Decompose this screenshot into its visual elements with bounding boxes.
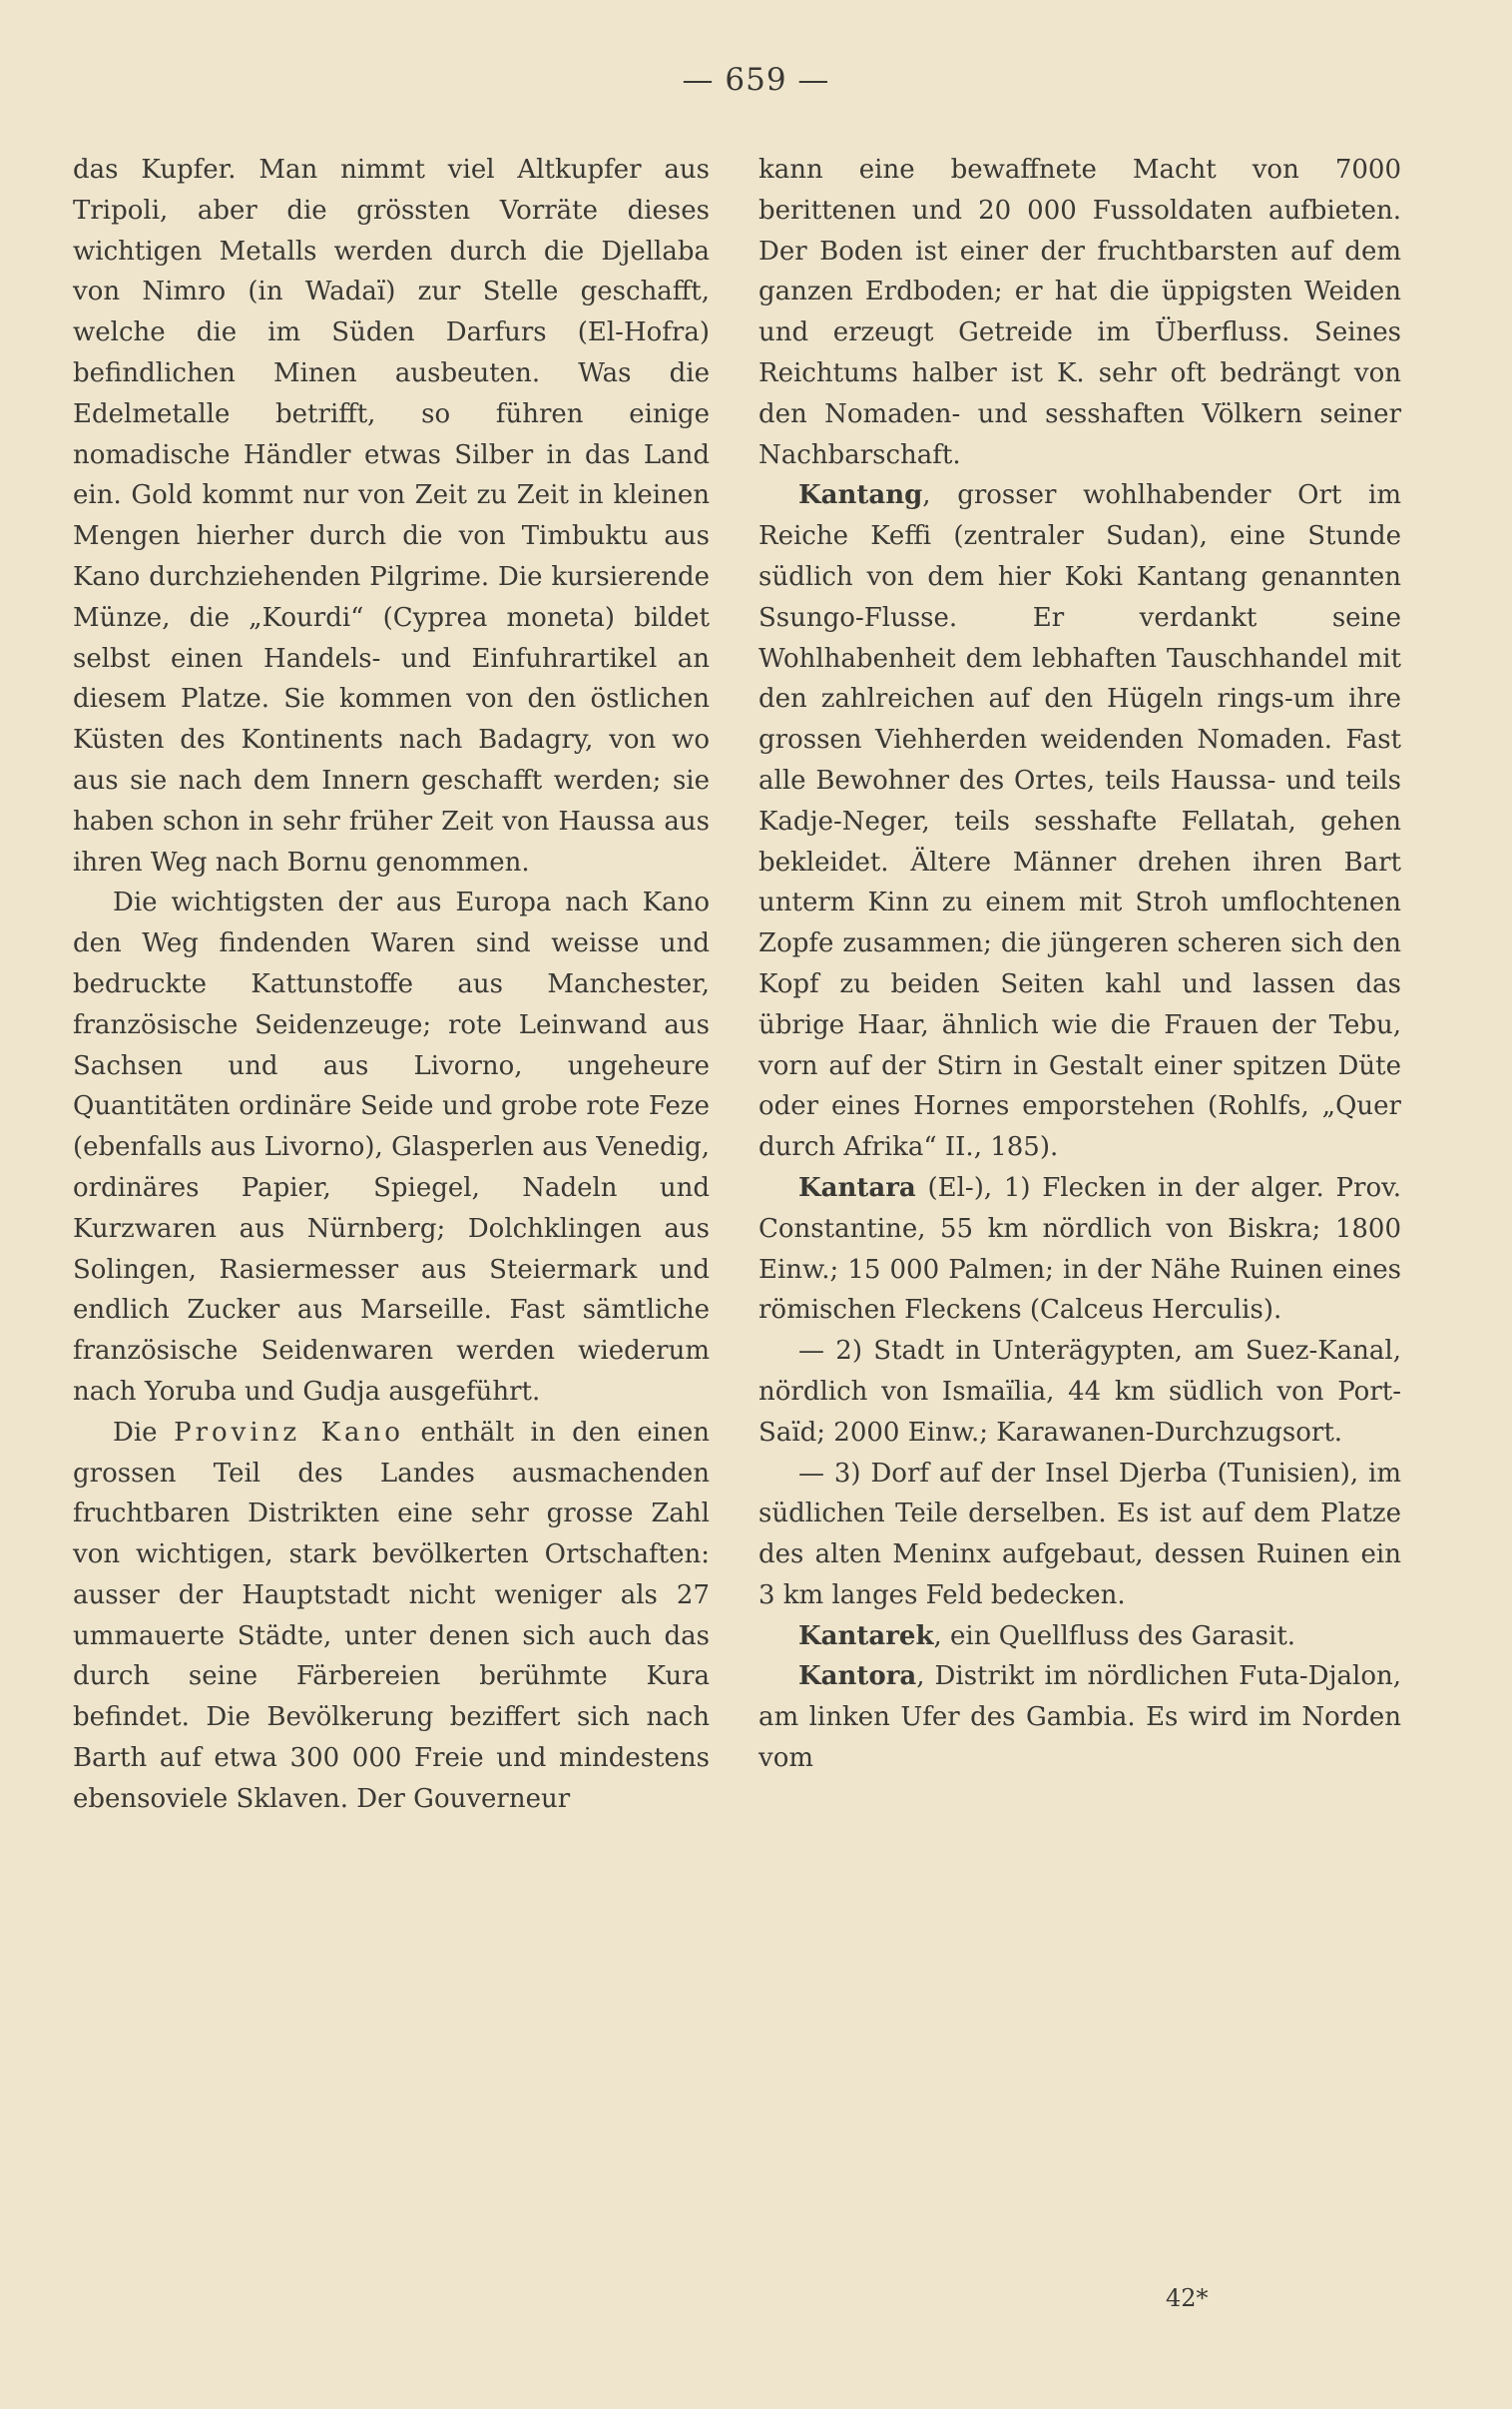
right-column	[758, 150, 1401, 1779]
right-paragraph-1: kann eine bewaffnete Macht von 7000 berittenen und 20 000 Fussoldaten aufbieten. Der Boden ist einer der fruchtbarsten auf dem ganzen Erdboden; er hat die üppigsten Weiden und erzeugt Getreide im Überfluss. Seines Reichtums halber ist K. sehr oft bedrängt von den Nomaden- und sesshaften Völkern seiner Nachbarschaft.	[758, 155, 1401, 470]
entry-kantarek	[758, 1616, 1401, 1657]
province-kano: Provinz Kano	[174, 1417, 404, 1448]
signature-mark: 42*	[1166, 2284, 1209, 2312]
left-paragraph-3	[73, 1413, 710, 1820]
page-number: — 659 —	[682, 62, 830, 98]
entry-kantara-2: — 2) Stadt in Unterägypten, am Suez-Kanal, nördlich von Ismaïlia, 44 km südlich von Port-Saïd; 2000 Einw.; Karawanen-Durchzugsort.	[758, 1336, 1401, 1448]
headword-kantarek: Kantarek	[798, 1620, 934, 1651]
p3-rest: enthält in den einen grossen Teil des Landes ausmachenden fruchtbaren Distrikten eine sehr grosse Zahl von wichtigen, stark bevölkerten Ortschaften: ausser der Hauptstadt nicht weniger als 27 ummauerte Städte, unter denen sich auch das durch seine Färbereien berühmte Kura befindet. Die Bevölkerung beziffert sich nach Barth auf etwa 300 000 Freie und mindestens ebensoviele Sklaven. Der Gouverneur	[73, 1417, 710, 1814]
headword-kantang: Kantang	[798, 480, 923, 511]
kantarek-text: , ein Quellfluss des Garasit.	[933, 1620, 1296, 1651]
kantang-text: , grosser wohlhabender Ort im Reiche Keffi (zentraler Sudan), eine Stunde südlich von dem hier Koki Kantang genannten Ssungo-Flusse. Er verdankt seine Wohlhabenheit dem lebhaften Tauschhandel mit den zahlreichen auf den Hügeln rings-um ihre grossen Viehherden weidenden Nomaden. Fast alle Bewohner des Ortes, teils Haussa- und teils Kadje-Neger, teils sesshafte Fellatah, gehen bekleidet. Ältere Männer drehen ihren Bart unterm Kinn zu einem mit Stroh umflochtenen Zopfe zusammen; die jüngeren scheren sich den Kopf zu beiden Seiten kahl und lassen das übrige Haar, ähnlich wie die Frauen der Tebu, vorn auf der Stirn in Gestalt einer spitzen Düte oder eines Hornes emporstehen (Rohlfs, „Quer durch Afrika“ II., 185).	[758, 480, 1401, 1163]
entry-kantara	[758, 1168, 1401, 1331]
kantora-text: , Distrikt im nördlichen Futa-Djalon, am linken Ufer des Gambia. Es wird im Norden vom	[758, 1661, 1401, 1774]
left-paragraph-2: Die wichtigsten der aus Europa nach Kano den Weg findenden Waren sind weisse und bedruckte Kattunstoffe aus Manchester, französische Seidenzeuge; rote Leinwand aus Sachsen und aus Livorno, ungeheure Quantitäten ordinäre Seide und grobe rote Feze (ebenfalls aus Livorno), Glasperlen aus Venedig, ordinäres Papier, Spiegel, Nadeln und Kurzwaren aus Nürnberg; Dolchklingen aus Solingen, Rasiermesser aus Steiermark und endlich Zucker aus Marseille. Fast sämtliche französische Seidenwaren werden wiederum nach Yoruba und Gudja ausgeführt.	[73, 888, 710, 1407]
kantara-text: (El-), 1) Flecken in der alger. Prov. Constantine, 55 km nördlich von Biskra; 1800 Einw.; 15 000 Palmen; in der Nähe Ruinen eines römischen Fleckens (Calceus Herculis).	[758, 1172, 1401, 1326]
left-column	[73, 150, 710, 1820]
entry-kantara-3: — 3) Dorf auf der Insel Djerba (Tunisien), im südlichen Teile derselben. Es ist auf dem Platze des alten Meninx aufgebaut, dessen Ruinen ein 3 km langes Feld bedecken.	[758, 1458, 1401, 1610]
entry-kantora	[758, 1656, 1401, 1778]
p3-start: Die	[113, 1417, 158, 1448]
left-paragraph-1: das Kupfer. Man nimmt viel Altkupfer aus Tripoli, aber die grössten Vorräte dieses wichtigen Metalls werden durch die Djellaba von Nimro (in Wadaï) zur Stelle geschafft, welche die im Süden Darfurs (El-Hofra) befindlichen Minen ausbeuten. Was die Edelmetalle betrifft, so führen einige nomadische Händler etwas Silber in das Land ein. Gold kommt nur von Zeit zu Zeit in kleinen Mengen hierher durch die von Timbuktu aus Kano durchziehenden Pilgrime. Die kursierende Münze, die „Kourdi“ (Cyprea moneta) bildet selbst einen Handels- und Einfuhrartikel an diesem Platze. Sie kommen von den östlichen Küsten des Kontinents nach Badagry, von wo aus sie nach dem Innern geschafft werden; sie haben schon in sehr früher Zeit von Haussa aus ihren Weg nach Bornu genommen.	[73, 155, 710, 878]
headword-kantora: Kantora	[798, 1661, 917, 1692]
headword-kantara: Kantara	[798, 1172, 916, 1203]
entry-kantang	[758, 475, 1401, 1168]
